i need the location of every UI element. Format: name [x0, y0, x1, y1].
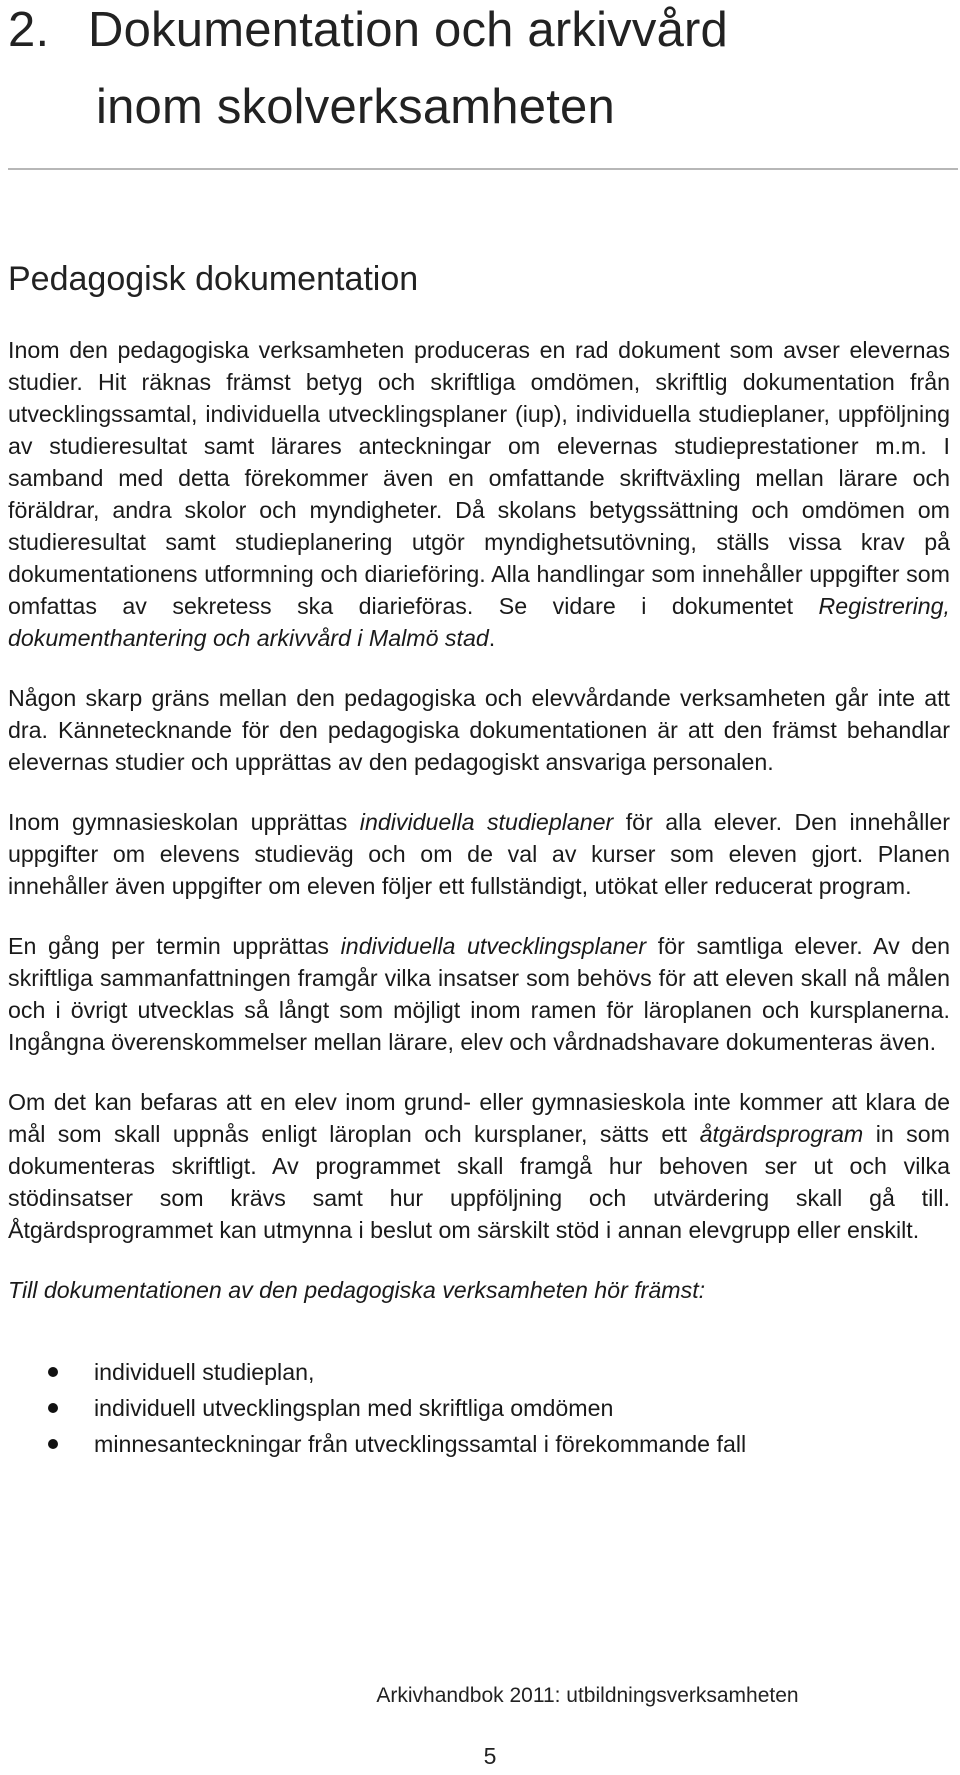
- section-heading: Pedagogisk dokumentation: [8, 260, 419, 298]
- paragraph-4-rest: för samtliga elever. Av den skriftliga sammanfattningen framgår vilka insatser som behövs för att eleven skall nå målen och i övrigt utvecklas så långt som möjligt inom ramen för läroplanen och kursplanerna. Ingångna överenskommelser mellan lärare, elev och vårdnadshavare dokumenteras även.: [8, 933, 950, 1055]
- list-item-text: individuell studieplan,: [94, 1359, 315, 1385]
- footer-text: Arkivhandbok 2011: utbildningsverksamheten: [376, 1684, 799, 1707]
- paragraph-1-text: Inom den pedagogiska verksamheten produceras en rad dokument som avser elevernas studier. Hit räknas främst betyg och skriftliga omdömen, skriftlig dokumentation från utvecklingssamtal, individuella utvecklingsplaner (iup), individuella studieplaner, uppföljning av studieresultat samt lärares anteckningar om elevernas studieprestationer m.m. I samband med detta förekommer även en omfattande skriftväxling mellan lärare och föräldrar, andra skolor och myndigheter. Då skolans betygssättning och omdömen om studieresultat samt studieplanering utgör myndighetsutövning, ställs vissa krav på dokumentationens utformning och diarieföring. Alla handlingar som innehåller uppgifter som omfattas av sekretess ska diarieföras. Se vidare i dokumentet: [8, 337, 950, 619]
- list-item-text: minnesanteckningar från utvecklingssamtal i förekommande fall: [94, 1431, 747, 1457]
- paragraph-5-start: Om det kan befaras att en elev inom grund- eller gymnasieskola inte kommer att klara de mål som skall uppnås enligt läroplan och kursplaner, sätts ett: [8, 1089, 950, 1147]
- chapter-title: [8, 0, 938, 146]
- paragraph-3-rest: för alla elever. Den innehåller uppgifter om elevens studieväg och om de val av kurser som eleven gjort. Planen innehåller även uppgifter om eleven följer ett fullständigt, utökat eller reducerat program.: [8, 809, 951, 899]
- page-number-text: 5: [483, 1743, 497, 1769]
- chapter-title-line1: Dokumentation och arkivvård: [88, 3, 728, 57]
- title-divider: [8, 168, 958, 170]
- paragraph-3: [8, 806, 950, 902]
- paragraph-4-start: En gång per termin upprättas: [8, 933, 341, 959]
- page-footer: [0, 1682, 960, 1710]
- paragraph-4-term: individuella utvecklingsplaner: [340, 933, 647, 959]
- paragraph-1-document-reference: Registrering, dokumenthantering och arkivvård i Malmö stad: [8, 593, 950, 651]
- paragraph-1: [8, 334, 950, 654]
- bullet-icon: [48, 1439, 58, 1449]
- paragraph-5: [8, 1086, 950, 1246]
- paragraph-2: Någon skarp gräns mellan den pedagogiska och elevvårdande verksamheten går inte att dra. Kännetecknande för den pedagogiska dokumentationen är att den främst behandlar elevernas studier och upprättas av den pedagogiskt ansvariga personalen.: [8, 685, 950, 775]
- paragraph-3-start: Inom gymnasieskolan upprättas: [8, 809, 360, 835]
- list-item: [8, 1354, 950, 1390]
- bullet-icon: [48, 1367, 58, 1377]
- chapter-title-line2: inom skolverksamheten: [96, 80, 615, 134]
- paragraph-5-term: åtgärdsprogram: [699, 1121, 864, 1147]
- bullet-icon: [48, 1403, 58, 1413]
- paragraph-4: [8, 930, 950, 1058]
- list-item-text: individuell utvecklingsplan med skriftliga omdömen: [94, 1395, 614, 1421]
- paragraph-5-rest: in som dokumenteras skriftligt. Av programmet skall framgå hur behoven ser ut och vilka stödinsatser som krävs samt hur uppföljning och utvärdering skall gå till. Åtgärdsprogrammet kan utmynna i beslut om särskilt stöd i annan elevgrupp eller enskilt.: [8, 1121, 950, 1243]
- list-item: [8, 1426, 950, 1462]
- paragraph-3-term: individuella studieplaner: [359, 809, 614, 835]
- list-intro: Till dokumentationen av den pedagogiska verksamheten hör främst:: [8, 1277, 706, 1303]
- documentation-list: [8, 1354, 950, 1462]
- page-number: [0, 1742, 960, 1770]
- chapter-number: 2.: [8, 3, 50, 57]
- paragraph-1-end: .: [488, 625, 496, 651]
- list-item: [8, 1390, 950, 1426]
- body-text: [8, 334, 950, 1462]
